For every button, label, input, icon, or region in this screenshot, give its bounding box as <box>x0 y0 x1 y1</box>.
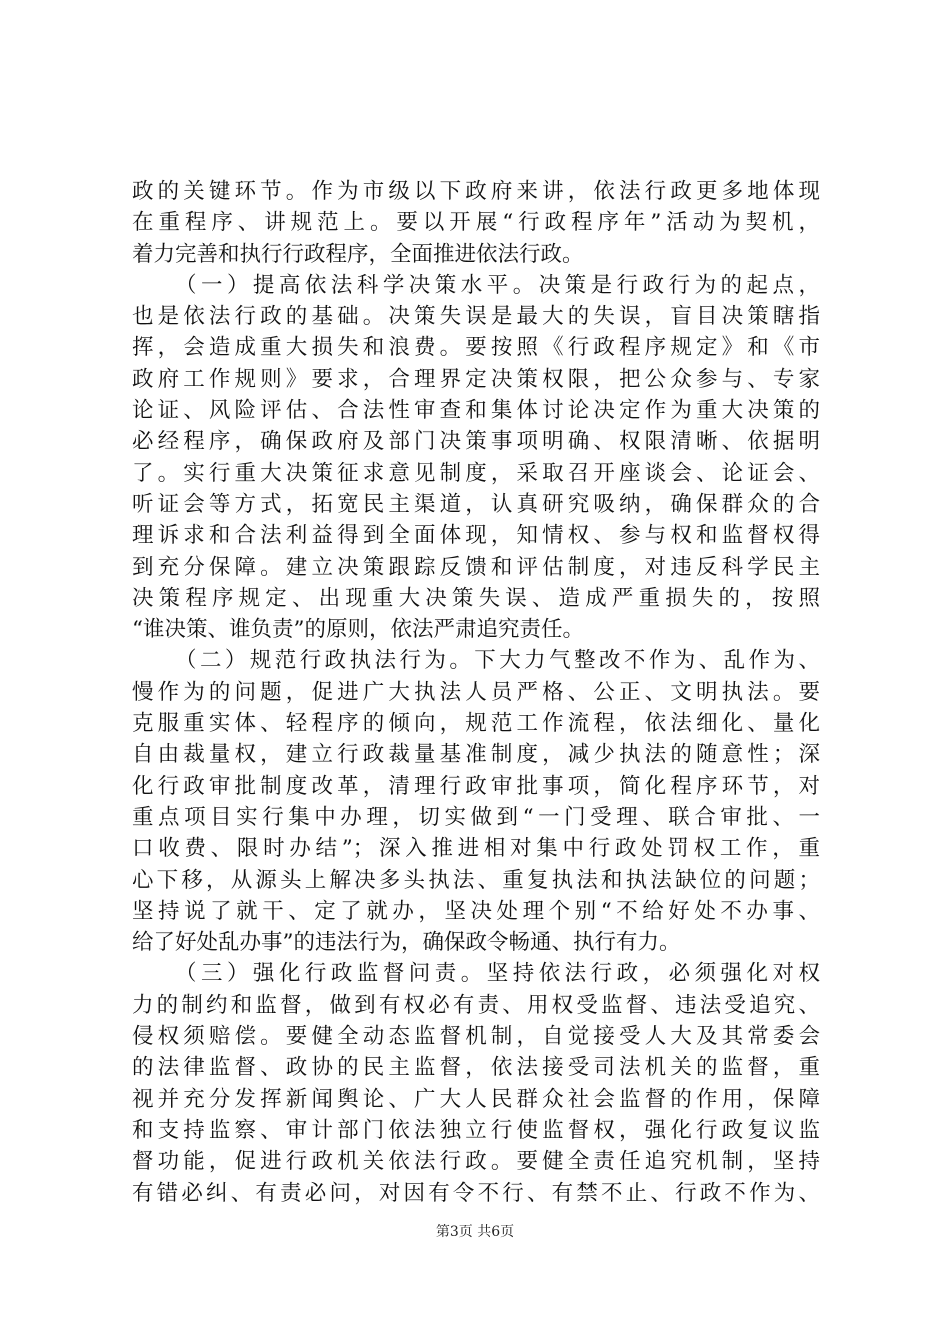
text-line: 理诉求和合法利益得到全面体现，知情权、参与权和监督权得 <box>132 523 820 549</box>
text-line: 政府工作规则》要求，合理界定决策权限，把公众参与、专家 <box>132 366 820 392</box>
page-number-footer: 第3页 共6页 <box>435 1224 515 1240</box>
text-line: 力的制约和监督，做到有权必有责、用权受监督、违法受追究、 <box>132 992 820 1018</box>
text-line: 有错必纠、有责必问，对因有令不行、有禁不止、行政不作为、 <box>132 1180 820 1206</box>
text-line: 化行政审批制度改革，清理行政审批事项，简化程序环节，对 <box>132 773 820 799</box>
text-line: 着力完善和执行行政程序，全面推进依法行政。 <box>132 241 584 267</box>
text-line: 听证会等方式，拓宽民主渠道，认真研究吸纳，确保群众的合 <box>132 491 820 517</box>
text-line: 和支持监察、审计部门依法独立行使监督权，强化行政复议监 <box>132 1117 820 1143</box>
text-line: 也是依法行政的基础。决策失误是最大的失误，盲目决策瞎指 <box>132 304 820 330</box>
text-line: 政的关键环节。作为市级以下政府来讲，依法行政更多地体现 <box>132 179 820 204</box>
text-line: 坚持说了就干、定了就办，坚决处理个别“不给好处不办事、 <box>132 898 820 924</box>
text-line: 督功能，促进行政机关依法行政。要健全责任追究机制，坚持 <box>132 1149 820 1175</box>
text-line: 挥，会造成重大损失和浪费。要按照《行政程序规定》和《市 <box>132 335 820 361</box>
text-line: 侵权须赔偿。要健全动态监督机制，自觉接受人大及其常委会 <box>132 1024 820 1050</box>
text-line: 心下移，从源头上解决多头执法、重复执法和执法缺位的问题； <box>132 867 820 893</box>
text-line: 必经程序，确保政府及部门决策事项明确、权限清晰、依据明 <box>132 429 820 455</box>
text-line: 到充分保障。建立决策跟踪反馈和评估制度，对违反科学民主 <box>132 554 820 580</box>
text-line: 自由裁量权，建立行政裁量基准制度，减少执法的随意性；深 <box>132 742 820 768</box>
text-line: （二）规范行政执法行为。下大力气整改不作为、乱作为、 <box>175 648 820 674</box>
text-line: 在重程序、讲规范上。要以开展“行政程序年”活动为契机， <box>132 210 820 236</box>
text-line: （一）提高依法科学决策水平。决策是行政行为的起点， <box>175 272 820 298</box>
text-line: 慢作为的问题，促进广大执法人员严格、公正、文明执法。要 <box>132 679 820 705</box>
text-line: “谁决策、谁负责”的原则，依法严肃追究责任。 <box>132 617 584 643</box>
document-body <box>132 176 820 1209</box>
text-line: 决策程序规定、出现重大决策失误、造成严重损失的，按照 <box>132 585 820 611</box>
text-line: 重点项目实行集中办理，切实做到“一门受理、联合审批、一 <box>132 804 820 830</box>
text-line: （三）强化行政监督问责。坚持依法行政，必须强化对权 <box>175 961 820 987</box>
text-line: 口收费、限时办结”；深入推进相对集中行政处罚权工作，重 <box>132 836 820 862</box>
text-line: 的法律监督、政协的民主监督，依法接受司法机关的监督，重 <box>132 1055 820 1081</box>
text-line: 论证、风险评估、合法性审查和集体讨论决定作为重大决策的 <box>132 398 820 424</box>
text-line: 了。实行重大决策征求意见制度，采取召开座谈会、论证会、 <box>132 460 820 486</box>
text-line: 视并充分发挥新闻舆论、广大人民群众社会监督的作用，保障 <box>132 1086 820 1112</box>
text-line: 克服重实体、轻程序的倾向，规范工作流程，依法细化、量化 <box>132 711 820 737</box>
text-line: 给了好处乱办事”的违法行为，确保政令畅通、执行有力。 <box>132 930 681 956</box>
